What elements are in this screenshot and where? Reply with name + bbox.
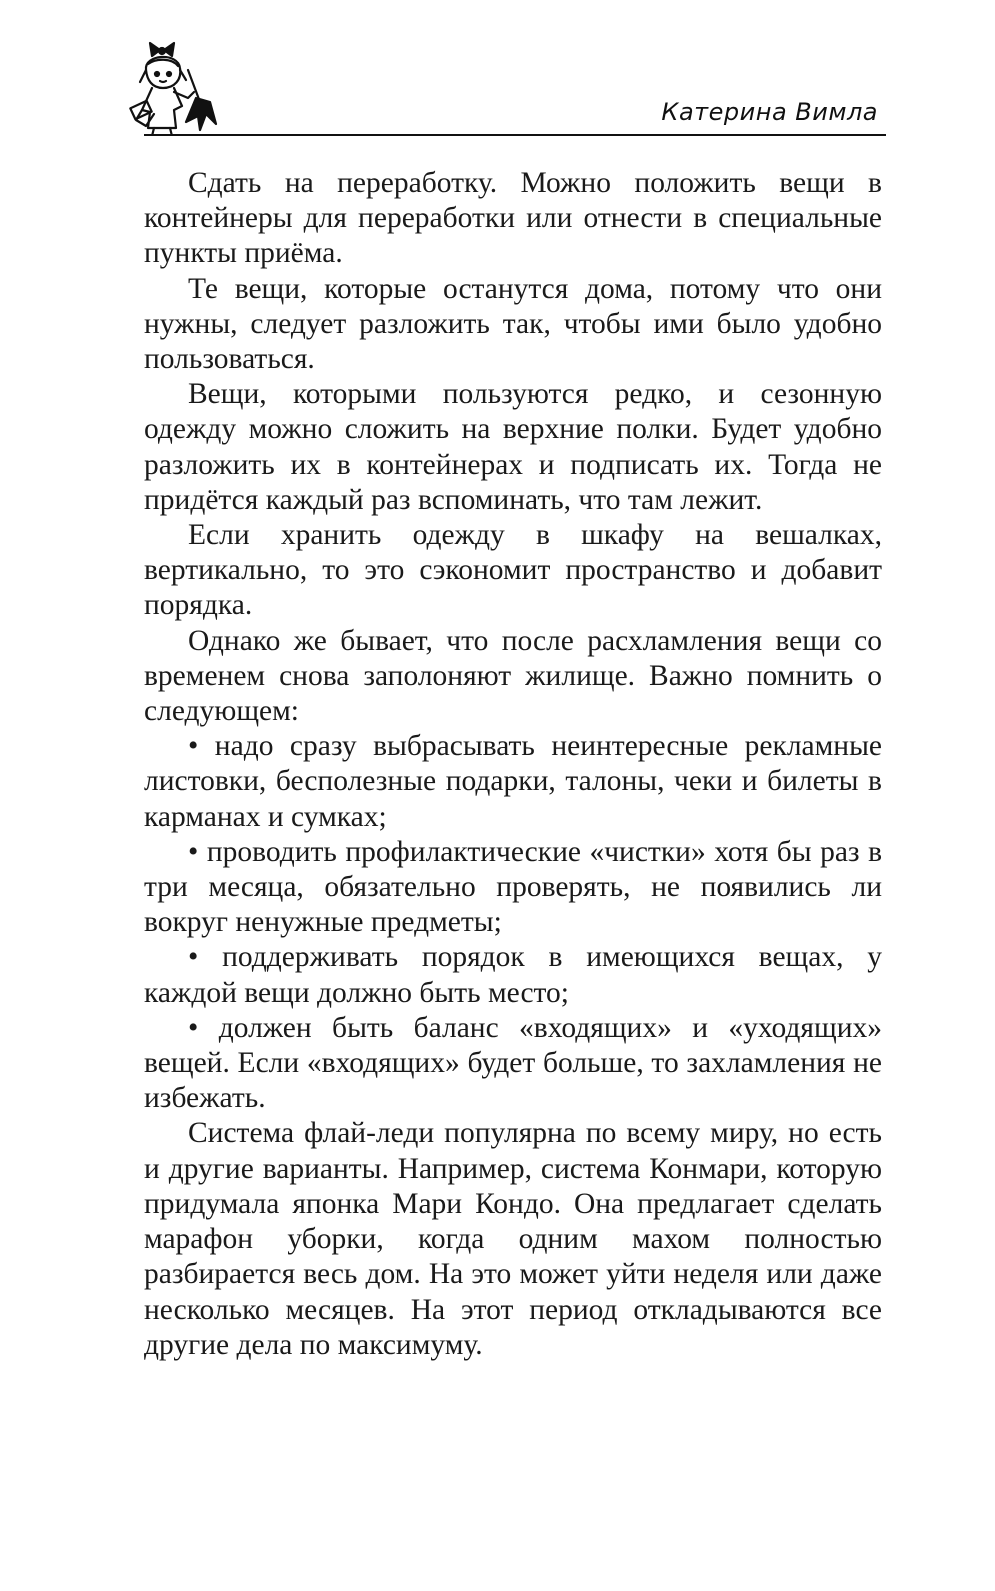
bullet-item: • надо сразу выбрасывать неинтересные рекламные листовки, бесполезные подарки, талоны, чеки и билеты в карманах и сумках; xyxy=(144,730,882,833)
paragraph: Однако же бывает, что после расхламления вещи со временем снова заполоняют жилище. Важно помнить о следующем: xyxy=(144,624,882,728)
bullet-item: • должен быть баланс «входящих» и «уходящих» вещей. Если «входящих» будет больше, то захламления не избежать. xyxy=(144,1011,882,1115)
page-body xyxy=(144,166,882,1363)
header-divider xyxy=(144,134,886,136)
page-header xyxy=(128,40,886,136)
paragraph: Сдать на переработку. Можно положить вещи в контейнеры для переработки или отнести в специальные пункты приёма. xyxy=(144,167,882,270)
paragraph: Если хранить одежду в шкафу на вешалках, вертикально, то это сэкономит пространство и добавит порядка. xyxy=(144,519,882,622)
bullet-item: • поддерживать порядок в имеющихся вещах, у каждой вещи должно быть место; xyxy=(144,941,882,1009)
paragraph: Вещи, которыми пользуются редко, и сезонную одежду можно сложить на верхние полки. Будет удобно разложить их в контейнерах и подписать их. Тогда не придётся каждый раз вспоминать, что там лежит. xyxy=(144,378,882,516)
paragraph: Система флай-леди популярна по всему миру, но есть и другие варианты. Например, система Конмари, которую придумала японка Мари Кондо. Она предлагает сделать марафон уборки, когда одним махом полностью разбирается весь дом. На это может уйти неделя или даже несколько месяцев. На этот период откладываются все другие дела по максимуму. xyxy=(144,1117,882,1361)
paragraph: Те вещи, которые останутся дома, потому что они нужны, следует разложить так, чтобы ими было удобно пользоваться. xyxy=(144,272,882,376)
girl-with-broom-icon xyxy=(128,40,228,136)
author-name: Катерина Вимла xyxy=(661,98,878,126)
bullet-item: • проводить профилактические «чистки» хотя бы раз в три месяца, обязательно проверять, не появились ли вокруг ненужные предметы; xyxy=(144,835,882,939)
